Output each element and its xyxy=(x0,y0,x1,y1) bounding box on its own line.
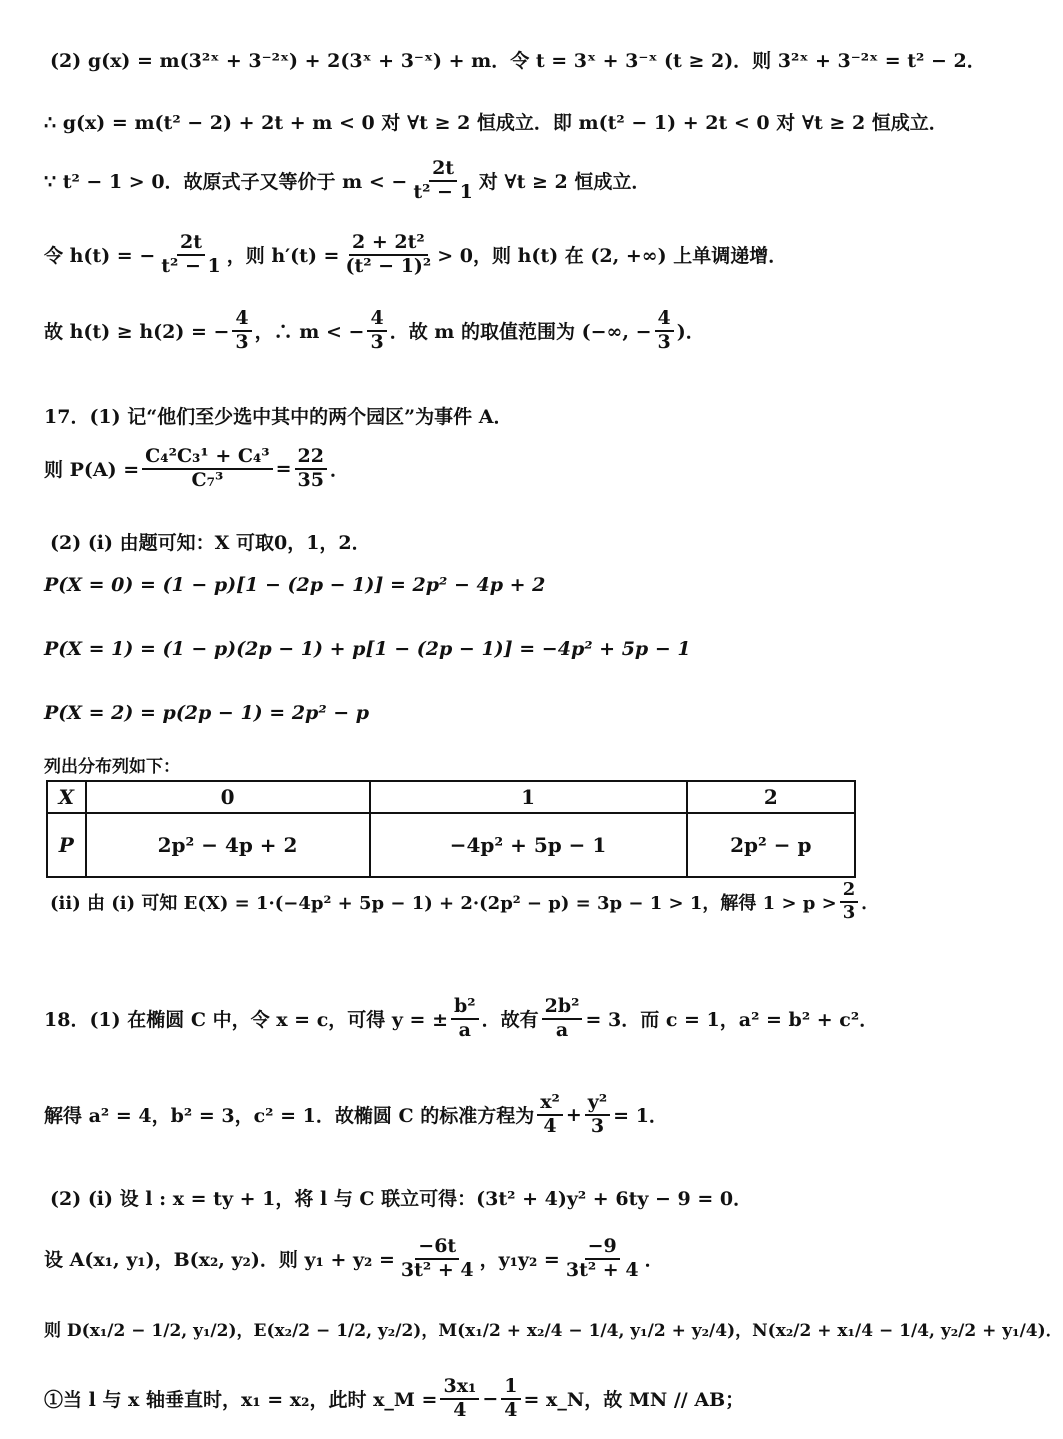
p16-line3 xyxy=(44,158,650,204)
p16-part2-line xyxy=(50,46,986,73)
text: 则 P(A) = xyxy=(44,459,140,482)
p17-probability xyxy=(44,446,349,492)
text: ∵ t² − 1 > 0．故原式子又等价于 m < − xyxy=(44,171,408,194)
p18-vieta xyxy=(44,1236,664,1282)
text: 18．(1) 在椭圆 C 中，令 x = c，可得 y = ± xyxy=(44,1009,448,1032)
numerator: 4 xyxy=(655,308,674,332)
text: ①当 l 与 x 轴垂直时，x₁ = x₂，此时 x_M = xyxy=(44,1389,438,1412)
fraction xyxy=(398,1236,477,1282)
text: (2) (i) 设 l : x = ty + 1，将 l 与 C 联立可得：(3t² + 4)y² + 6ty − 9 = 0． xyxy=(50,1188,753,1210)
table-cell: 0 xyxy=(86,781,370,813)
p18-case1 xyxy=(44,1376,744,1422)
denominator: 3t² + 4 xyxy=(565,1258,639,1281)
denominator: 3 xyxy=(590,1114,605,1137)
numerator: y² xyxy=(585,1092,610,1116)
fraction xyxy=(501,1376,520,1422)
fraction xyxy=(840,880,859,923)
p16-line4 xyxy=(44,232,787,278)
table-header-row xyxy=(47,781,855,813)
p18-points xyxy=(44,1316,1063,1341)
text: 列出分布列如下： xyxy=(44,757,180,777)
text: ．故有 xyxy=(481,1009,539,1032)
text: P(X = 0) = (1 − p)[1 − (2p − 1)] = 2p² − 4p + 2 xyxy=(44,574,546,596)
p17-part2 xyxy=(50,528,371,555)
fraction xyxy=(232,308,251,354)
fraction xyxy=(295,446,327,492)
table-cell: 2 xyxy=(687,781,855,813)
fraction xyxy=(655,308,674,354)
text: ． xyxy=(330,459,350,482)
numerator: 2 + 2t² xyxy=(349,232,428,256)
numerator: 2b² xyxy=(542,996,583,1020)
text: ，则 h′(t) = xyxy=(226,245,340,268)
table-cell: 1 xyxy=(370,781,687,813)
fraction xyxy=(451,996,479,1042)
denominator: 3 xyxy=(657,330,671,353)
numerator: 2 xyxy=(840,880,859,903)
numerator: 1 xyxy=(501,1376,520,1400)
p17-part-ii xyxy=(50,880,879,923)
fraction xyxy=(158,232,223,278)
fraction xyxy=(542,996,583,1042)
numerator: 2t xyxy=(177,232,205,256)
numerator: x² xyxy=(537,1092,563,1116)
table-cell: X xyxy=(47,781,86,813)
text: = xyxy=(275,457,292,480)
p17-px2 xyxy=(44,702,369,724)
table-cell: −4p² + 5p − 1 xyxy=(370,813,687,877)
text: + xyxy=(565,1103,582,1126)
fraction xyxy=(410,158,475,204)
p17-part1 xyxy=(44,402,512,429)
denominator: 4 xyxy=(543,1114,557,1137)
p16-line5 xyxy=(44,308,705,354)
text: (2) g(x) = m(3²ˣ + 3⁻²ˣ) + 2(3ˣ + 3⁻ˣ) + m．令 t = 3ˣ + 3⁻ˣ (t ≥ 2)．则 3²ˣ + 3⁻²ˣ = t² − 2． xyxy=(50,50,986,72)
text: 解得 a² = 4，b² = 3，c² = 1．故椭圆 C 的标准方程为 xyxy=(44,1105,535,1128)
numerator: −9 xyxy=(585,1236,620,1260)
text: 则 D(x₁/2 − 1/2, y₁/2)，E(x₂/2 − 1/2, y₂/2)，M(x₁/2 + x₂/4 − 1/4, y₁/2 + y₂/4)，N(x₂/2 + x₁/4 − 1/4, y₂/2 + y₁/4)． xyxy=(44,1321,1063,1341)
fraction xyxy=(563,1236,642,1282)
p17-dist-title xyxy=(44,752,180,777)
text: 故 h(t) ≥ h(2) = − xyxy=(44,321,230,344)
denominator: 3 xyxy=(370,330,384,353)
fraction xyxy=(142,446,272,492)
fraction xyxy=(367,308,386,354)
numerator: C₄²C₃¹ + C₄³ xyxy=(142,446,272,470)
text: > 0，则 h(t) 在 (2, +∞) 上单调递增． xyxy=(437,245,788,268)
numerator: 3x₁ xyxy=(440,1376,479,1400)
denominator: (t² − 1)² xyxy=(345,254,432,277)
p18-part1 xyxy=(44,996,878,1042)
numerator: 22 xyxy=(295,446,327,470)
text: ． xyxy=(861,892,880,914)
denominator: 4 xyxy=(453,1398,467,1421)
p18-part1b xyxy=(44,1092,668,1138)
text: ，∴ m < − xyxy=(254,321,365,344)
text: 令 h(t) = − xyxy=(44,245,156,268)
text: 设 A(x₁, y₁)，B(x₂, y₂)．则 y₁ + y₂ = xyxy=(44,1249,395,1272)
denominator: 3t² + 4 xyxy=(400,1258,474,1281)
denominator: 3 xyxy=(235,330,249,353)
text: ．故 m 的取值范围为 (−∞, − xyxy=(389,321,652,344)
text: ∴ g(x) = m(t² − 2) + 2t + m < 0 对 ∀t ≥ 2 恒成立．即 m(t² − 1) + 2t < 0 对 ∀t ≥ 2 恒成立． xyxy=(44,112,948,134)
fraction xyxy=(342,232,434,278)
p16-line2 xyxy=(44,108,948,135)
denominator: 4 xyxy=(504,1398,518,1421)
table-cell: P xyxy=(47,813,86,877)
fraction xyxy=(537,1092,563,1138)
fraction xyxy=(440,1376,479,1422)
denominator: t² − 1 xyxy=(161,254,221,277)
denominator: 35 xyxy=(297,468,324,491)
text: (2) (i) 由题可知：X 可取0，1，2． xyxy=(50,532,371,554)
numerator: −6t xyxy=(415,1236,459,1260)
text: ，y₁y₂ = xyxy=(479,1249,560,1272)
text: (ii) 由 (i) 可知 E(X) = 1·(−4p² + 5p − 1) + 2·(2p² − p) = 3p − 1 > 1，解得 1 > p > xyxy=(50,892,837,914)
table-row xyxy=(47,813,855,877)
p18-part2 xyxy=(50,1184,752,1211)
p17-px0 xyxy=(44,574,545,596)
fraction xyxy=(585,1092,610,1138)
text: P(X = 2) = p(2p − 1) = 2p² − p xyxy=(44,702,370,724)
numerator: 4 xyxy=(232,308,251,332)
p17-px1 xyxy=(44,638,691,660)
table-cell: 2p² − 4p + 2 xyxy=(86,813,370,877)
numerator: 2t xyxy=(429,158,457,182)
table-cell: 2p² − p xyxy=(687,813,855,877)
text: P(X = 1) = (1 − p)(2p − 1) + p[1 − (2p − 1)] = −4p² + 5p − 1 xyxy=(44,638,691,660)
text: 对 ∀t ≥ 2 恒成立． xyxy=(478,171,651,194)
text: ． xyxy=(644,1249,664,1272)
text: 17．(1) 记“他们至少选中其中的两个园区”为事件 A． xyxy=(44,406,513,428)
distribution-table xyxy=(46,780,856,878)
denominator: C₇³ xyxy=(191,468,224,491)
text: )． xyxy=(676,321,705,344)
numerator: b² xyxy=(451,996,479,1020)
text: − xyxy=(482,1387,499,1410)
denominator: 3 xyxy=(842,901,856,923)
numerator: 4 xyxy=(367,308,386,332)
text: = 3．而 c = 1，a² = b² + c²． xyxy=(585,1009,879,1032)
denominator: a xyxy=(458,1018,471,1041)
text: = 1． xyxy=(613,1105,668,1128)
denominator: a xyxy=(555,1018,569,1041)
denominator: t² − 1 xyxy=(413,180,473,203)
text: = x_N，故 MN // AB； xyxy=(523,1389,745,1412)
